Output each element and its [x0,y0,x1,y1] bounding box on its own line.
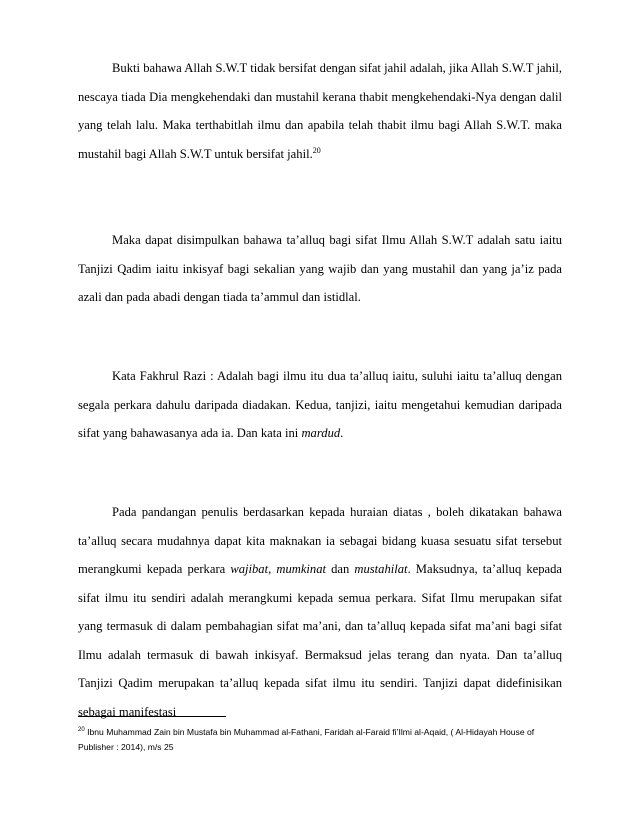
italic-term: wajibat [230,562,269,576]
italic-term: mustahilat [354,562,408,576]
footnote-separator [78,716,226,717]
paragraph-text: . Maksudnya, ta’alluq kepada sifat ilmu itu sendiri adalah merangkumi kepada semua perkara. Sifat Ilmu merupakan sifat yang termasuk di dalam pembahagian sifat ma’ani, dan ta’alluq kepada sifat ma’ani bagi sifat Ilmu adalah termasuk di bawah inkisyaf. Bermaksud jelas terang dan nyata. Dan ta’alluq Tanjizi Qadim merupakan ta’alluq kepada sifat ilmu itu sendiri. Tanjizi dapat didefinisikan sebagai manifestasi [78,562,562,719]
paragraph-text: , [268,562,277,576]
paragraph-text: Kata Fakhrul Razi : Adalah bagi ilmu itu dua ta’alluq iaitu, suluhi iaitu ta’alluq dengan segala perkara dahulu daripada diadakan. Kedua, tanjizi, iaitu mengetahui kemudian daripada sifat yang bahawasanya ada ia. Dan kata ini [78,369,562,440]
footnote-number: 20 [78,727,85,734]
italic-term: mardud [301,426,341,440]
paragraph-text: Pada pandangan penulis berdasarkan kepada huraian diatas , boleh dikatakan bahawa ta’alluq secara mudahnya dapat kita maknakan ia sebagai bidang kuasa sesuatu sifat tersebut merangkumi kepada perkara [78,505,562,576]
paragraph-1 [78,54,562,168]
paragraph-3 [78,362,562,448]
footnote-reference[interactable]: 20 [312,145,321,155]
paragraph-4 [78,498,562,726]
paragraph-2 [78,226,562,312]
paragraph-text: Maka dapat disimpulkan bahawa ta’alluq bagi sifat Ilmu Allah S.W.T adalah satu iaitu Tanjizi Qadim iaitu inkisyaf bagi sekalian yang wajib dan yang mustahil dan yang ja’iz pada azali dan pada abadi dengan tiada ta’ammul dan istidlal. [78,233,562,304]
footnote [78,725,562,755]
paragraph-text: Bukti bahawa Allah S.W.T tidak bersifat dengan sifat jahil adalah, jika Allah S.W.T jahil, nescaya tiada Dia mengkehendaki dan mustahil kerana thabit mengkehendaki-Nya dengan dalil yang telah lalu. Maka terthabitlah ilmu dan apabila telah thabit ilmu bagi Allah S.W.T. maka mustahil bagi Allah S.W.T untuk bersifat jahil. [78,61,562,161]
footnote-text: Ibnu Muhammad Zain bin Mustafa bin Muhammad al-Fathani, Faridah al-Faraid fi’Ilmi al-Aqaid, ( Al-Hidayah House of Publisher : 2014), m/s 25 [78,727,535,752]
italic-term: mumkinat [276,562,327,576]
paragraph-text: . [340,426,344,440]
paragraph-text: dan [326,562,355,576]
